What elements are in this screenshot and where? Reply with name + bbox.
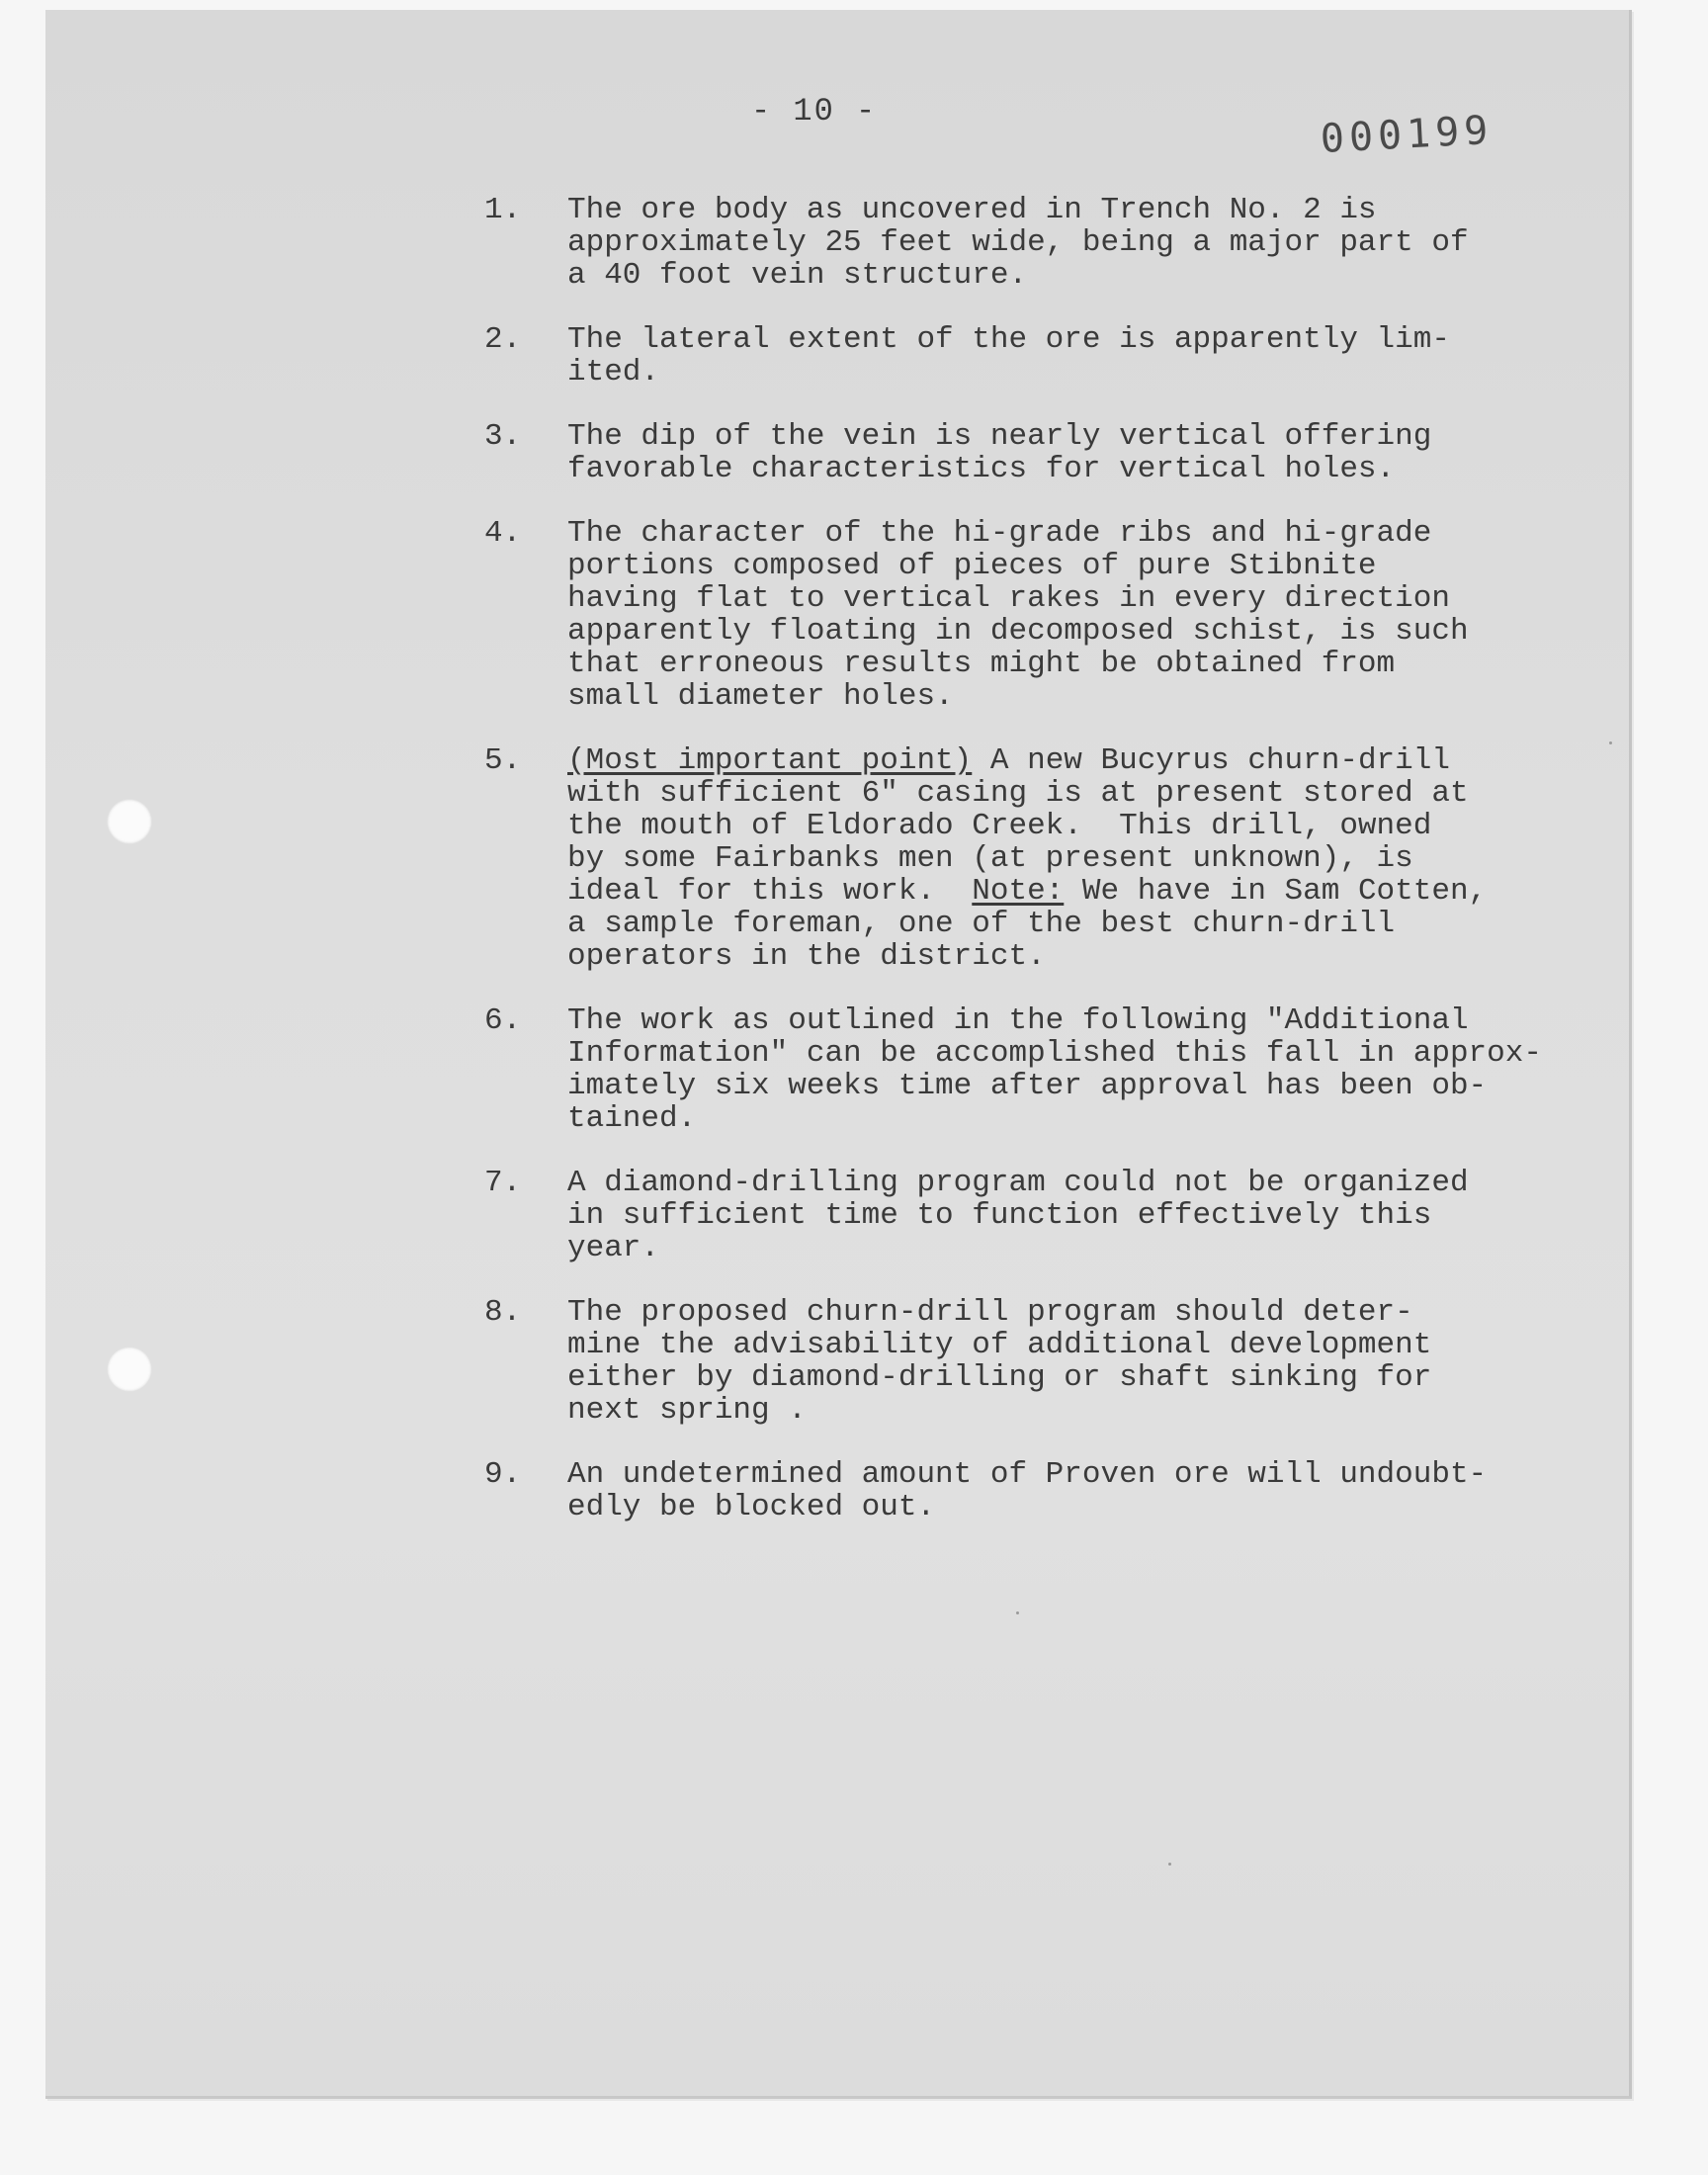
note-prefix: ideal for this work. xyxy=(567,874,973,909)
item-line: The ore body as uncovered in Trench No. 2 is xyxy=(567,193,1377,227)
document-stamp-number: 000199 xyxy=(1319,107,1494,162)
punch-hole-bottom xyxy=(107,1347,152,1392)
list-item xyxy=(484,1167,1631,1264)
item-line: portions composed of pieces of pure Stibnite xyxy=(567,549,1377,583)
item-line: year. xyxy=(567,1231,660,1265)
list-item xyxy=(484,420,1631,485)
item-line: The proposed churn-drill program should deter- xyxy=(567,1295,1413,1330)
item-line: by some Fairbanks men (at present unknown), is xyxy=(567,841,1413,876)
item-number: 4. xyxy=(484,516,522,551)
item-line: approximately 25 feet wide, being a major part of xyxy=(567,225,1469,260)
item-line: with sufficient 6" casing is at present stored at xyxy=(567,776,1469,811)
note-label: Note: xyxy=(972,874,1065,909)
item-line xyxy=(567,744,1631,777)
item-line: The lateral extent of the ore is apparently lim- xyxy=(567,322,1450,357)
item-number: 6. xyxy=(484,1003,522,1038)
item-line: small diameter holes. xyxy=(567,679,954,714)
item-line: that erroneous results might be obtained from xyxy=(567,647,1396,681)
list-item xyxy=(484,744,1631,973)
list-item xyxy=(484,1296,1631,1427)
list-item xyxy=(484,1004,1631,1135)
item-line: The character of the hi-grade ribs and hi-grade xyxy=(567,516,1432,551)
item-line: A diamond-drilling program could not be organized xyxy=(567,1166,1469,1200)
page-number: - 10 - xyxy=(751,93,878,130)
item-line: apparently floating in decomposed schist, is such xyxy=(567,614,1469,649)
speck xyxy=(1168,1863,1171,1866)
item-line: imately six weeks time after approval has been ob- xyxy=(567,1069,1488,1103)
item-line: An undetermined amount of Proven ore will undoubt- xyxy=(567,1457,1488,1492)
item-line: The dip of the vein is nearly vertical offering xyxy=(567,419,1432,454)
punch-hole-top xyxy=(107,799,152,844)
item-line: operators in the district. xyxy=(567,939,1046,974)
item-number: 9. xyxy=(484,1457,522,1492)
item-number: 8. xyxy=(484,1295,522,1330)
emphasis-underlined: (Most important point) xyxy=(567,743,973,778)
list-item xyxy=(484,323,1631,389)
item-line xyxy=(567,875,1631,908)
item-number: 3. xyxy=(484,419,522,454)
item-line: The work as outlined in the following "Additional xyxy=(567,1003,1469,1038)
item-number: 2. xyxy=(484,322,522,357)
list-item xyxy=(484,194,1631,292)
item-line: having flat to vertical rakes in every direction xyxy=(567,581,1450,616)
item-number: 1. xyxy=(484,193,522,227)
item-line: either by diamond-drilling or shaft sinking for xyxy=(567,1360,1432,1395)
item-line: next spring . xyxy=(567,1393,807,1428)
item-number: 7. xyxy=(484,1166,522,1200)
item-line: ited. xyxy=(567,355,660,390)
item-line: the mouth of Eldorado Creek. This drill, owned xyxy=(567,809,1432,843)
findings-list xyxy=(484,194,1631,1555)
item-line: Information" can be accomplished this fall in approx- xyxy=(567,1036,1542,1071)
item-line: tained. xyxy=(567,1101,697,1136)
list-item xyxy=(484,1458,1631,1523)
list-item xyxy=(484,517,1631,713)
item-line: a sample foreman, one of the best churn-drill xyxy=(567,907,1396,941)
note-rest: We have in Sam Cotten, xyxy=(1064,874,1488,909)
item-line: in sufficient time to function effectively this xyxy=(567,1198,1432,1233)
speck xyxy=(1016,1611,1019,1614)
item-line: edly be blocked out. xyxy=(567,1490,936,1524)
item-line: favorable characteristics for vertical holes. xyxy=(567,452,1396,486)
item-line: a 40 foot vein structure. xyxy=(567,258,1028,293)
item-line: mine the advisability of additional development xyxy=(567,1328,1432,1362)
item-line-rest: A new Bucyrus churn-drill xyxy=(972,743,1450,778)
item-number: 5. xyxy=(484,743,522,778)
